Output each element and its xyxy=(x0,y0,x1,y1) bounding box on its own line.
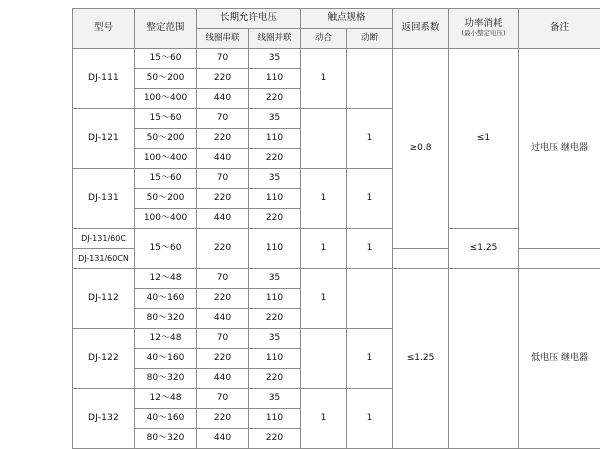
cell-contact-nc: 1 xyxy=(347,389,393,449)
cell-range: 100～400 xyxy=(135,149,197,169)
cell-model: DJ-131 xyxy=(73,169,135,229)
cell-contact-no: 1 xyxy=(301,229,347,269)
cell-contact-no: 1 xyxy=(301,389,347,449)
header-return-coefficient: 返回系数 xyxy=(393,9,449,49)
cell-range: 80～320 xyxy=(135,369,197,389)
header-setting-range: 整定范围 xyxy=(135,9,197,49)
cell-model: DJ-132 xyxy=(73,389,135,449)
cell-parallel: 220 xyxy=(249,429,301,449)
table-row xyxy=(73,269,600,289)
cell-range: 100～400 xyxy=(135,89,197,109)
cell-contact-no: 1 xyxy=(301,269,347,329)
cell-contact-nc: 1 xyxy=(347,329,393,389)
cell-series: 440 xyxy=(197,429,249,449)
cell-range: 40～160 xyxy=(135,409,197,429)
cell-power-lower-variant: ≤1.25 xyxy=(449,229,519,269)
cell-model: DJ-112 xyxy=(73,269,135,329)
cell-series: 440 xyxy=(197,89,249,109)
cell-range: 100～400 xyxy=(135,209,197,229)
cell-contact-nc: 1 xyxy=(347,169,393,229)
cell-series: 70 xyxy=(197,49,249,69)
header-coil-parallel: 线圈并联 xyxy=(249,29,301,49)
cell-parallel: 110 xyxy=(249,229,301,269)
cell-series: 70 xyxy=(197,109,249,129)
header-model: 型号 xyxy=(73,9,135,49)
remark-lower-line1: 低电压 xyxy=(531,353,558,363)
cell-power-upper: ≤1 xyxy=(449,49,519,229)
cell-range: 40～160 xyxy=(135,289,197,309)
header-coil-series: 线圈串联 xyxy=(197,29,249,49)
remark-upper-line2: 继电器 xyxy=(561,143,588,153)
cell-range: 40～160 xyxy=(135,349,197,369)
cell-contact-nc xyxy=(347,269,393,329)
cell-range: 12～48 xyxy=(135,389,197,409)
cell-series: 220 xyxy=(197,409,249,429)
cell-model-variant-1: DJ-131/60C xyxy=(73,229,135,249)
cell-series: 220 xyxy=(197,129,249,149)
cell-parallel: 35 xyxy=(249,169,301,189)
table-body xyxy=(73,49,600,449)
table-row xyxy=(73,49,600,69)
cell-range: 80～320 xyxy=(135,309,197,329)
cell-contact-no xyxy=(301,109,347,169)
cell-contact-nc: 1 xyxy=(347,109,393,169)
cell-model: DJ-122 xyxy=(73,329,135,389)
header-power-consumption xyxy=(449,9,519,49)
cell-parallel: 220 xyxy=(249,209,301,229)
header-long-term-voltage: 长期允许电压 xyxy=(197,9,301,29)
cell-parallel: 110 xyxy=(249,349,301,369)
cell-series: 220 xyxy=(197,349,249,369)
header-contact-spec: 触点规格 xyxy=(301,9,393,29)
cell-remark-upper xyxy=(519,49,600,249)
cell-contact-nc: 1 xyxy=(347,229,393,269)
cell-range: 15～60 xyxy=(135,49,197,69)
cell-return-coef-upper: ≥0.8 xyxy=(393,49,449,249)
cell-model-variant-2: DJ-131/60CN xyxy=(73,249,135,269)
cell-range: 80～320 xyxy=(135,429,197,449)
cell-parallel: 220 xyxy=(249,309,301,329)
cell-range: 50～200 xyxy=(135,69,197,89)
cell-parallel: 110 xyxy=(249,409,301,429)
cell-contact-nc xyxy=(347,49,393,109)
cell-parallel: 35 xyxy=(249,109,301,129)
cell-range: 15～60 xyxy=(135,169,197,189)
header-contact-nc: 动断 xyxy=(347,29,393,49)
cell-series: 70 xyxy=(197,169,249,189)
cell-remark-lower xyxy=(519,269,600,449)
cell-series: 70 xyxy=(197,389,249,409)
cell-model: DJ-111 xyxy=(73,49,135,109)
cell-range: 50～200 xyxy=(135,129,197,149)
cell-series: 440 xyxy=(197,149,249,169)
cell-return-coef-lower: ≤1.25 xyxy=(393,269,449,449)
cell-parallel: 35 xyxy=(249,329,301,349)
relay-spec-table xyxy=(72,8,600,449)
cell-parallel: 35 xyxy=(249,269,301,289)
cell-model: DJ-121 xyxy=(73,109,135,169)
cell-range: 15～60 xyxy=(135,109,197,129)
header-power-main: 功率消耗 xyxy=(465,18,503,29)
cell-series: 70 xyxy=(197,329,249,349)
cell-range: 12～48 xyxy=(135,329,197,349)
cell-parallel: 220 xyxy=(249,149,301,169)
cell-parallel: 110 xyxy=(249,129,301,149)
header-contact-no: 动合 xyxy=(301,29,347,49)
cell-parallel: 35 xyxy=(249,49,301,69)
cell-series: 220 xyxy=(197,189,249,209)
header-row-1 xyxy=(73,9,600,29)
cell-parallel: 110 xyxy=(249,69,301,89)
remark-upper-line1: 过电压 xyxy=(531,143,558,153)
cell-range: 50～200 xyxy=(135,189,197,209)
cell-power-lower xyxy=(449,269,519,449)
cell-parallel: 220 xyxy=(249,89,301,109)
cell-parallel: 110 xyxy=(249,289,301,309)
cell-series: 220 xyxy=(197,69,249,89)
cell-series: 70 xyxy=(197,269,249,289)
cell-range: 15～60 xyxy=(135,229,197,269)
cell-contact-no: 1 xyxy=(301,169,347,229)
cell-series: 440 xyxy=(197,209,249,229)
cell-parallel: 220 xyxy=(249,369,301,389)
cell-parallel: 35 xyxy=(249,389,301,409)
cell-contact-no: 1 xyxy=(301,49,347,109)
cell-series: 440 xyxy=(197,309,249,329)
header-remark: 备注 xyxy=(519,9,600,49)
cell-contact-no xyxy=(301,329,347,389)
cell-series: 220 xyxy=(197,289,249,309)
table-header xyxy=(73,9,600,49)
cell-range: 12～48 xyxy=(135,269,197,289)
cell-parallel: 110 xyxy=(249,189,301,209)
cell-series: 440 xyxy=(197,369,249,389)
cell-series: 220 xyxy=(197,229,249,269)
header-power-sub: (最小整定电压) xyxy=(449,30,518,37)
remark-lower-line2: 继电器 xyxy=(561,353,588,363)
